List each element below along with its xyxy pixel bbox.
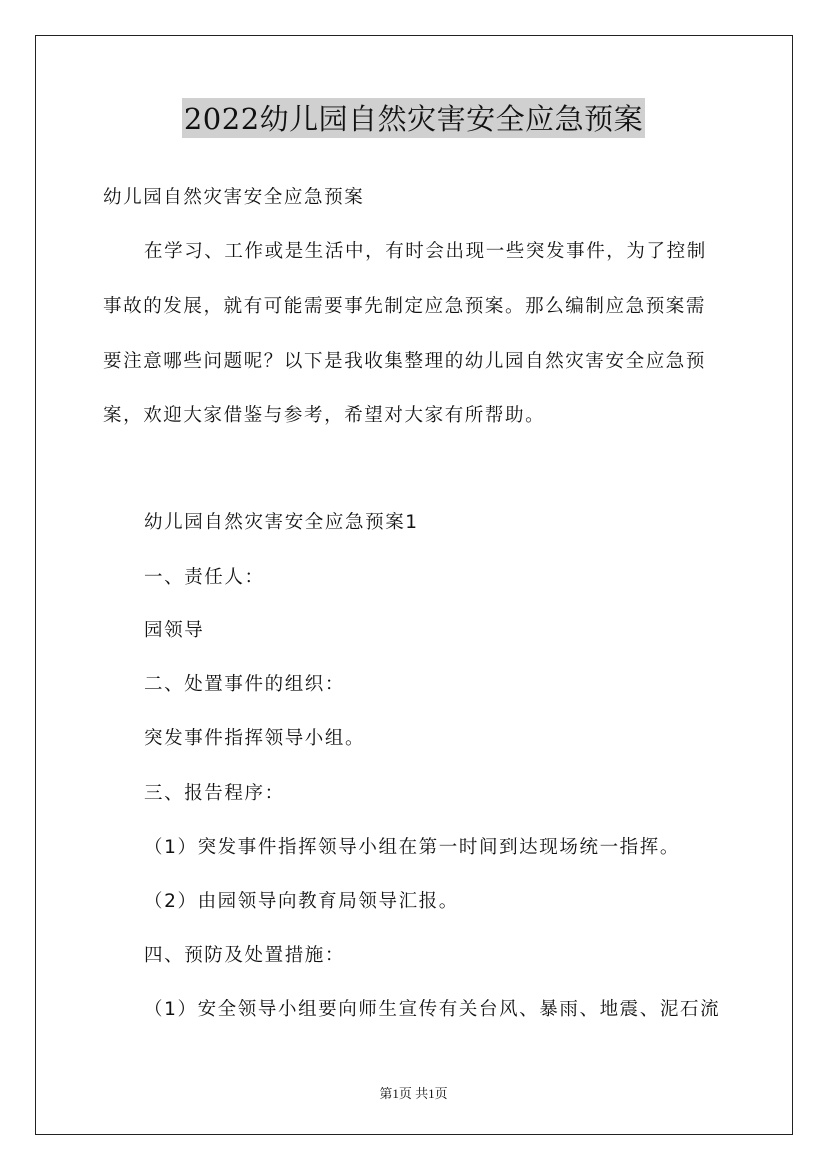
intro-line-4: 案，欢迎大家借鉴与参考，希望对大家有所帮助。: [103, 405, 546, 426]
title-container: [0, 98, 827, 138]
intro-line-2: 事故的发展，就有可能需要事先制定应急预案。那么编制应急预案需: [103, 296, 707, 317]
item-measures-heading: 四、预防及处置措施：: [144, 945, 346, 966]
item-report-heading: 三、报告程序：: [144, 783, 285, 804]
intro-line-1: 在学习、工作或是生活中，有时会出现一些突发事件，为了控制: [144, 241, 707, 262]
intro-line-3: 要注意哪些问题呢？以下是我收集整理的幼儿园自然灾害安全应急预: [103, 351, 707, 372]
item-organization-value: 突发事件指挥领导小组。: [144, 728, 366, 749]
item-responsible-value: 园领导: [144, 620, 205, 641]
item-responsible-heading: 一、责任人：: [144, 567, 265, 588]
page-footer: 第1页 共1页: [379, 1086, 448, 1101]
section-heading: 幼儿园自然灾害安全应急预案1: [144, 512, 419, 533]
item-report-step-2: （2）由园领导向教育局领导汇报。: [144, 891, 459, 912]
document-subtitle: 幼儿园自然灾害安全应急预案: [103, 187, 365, 208]
item-report-step-1: （1）突发事件指挥领导小组在第一时间到达现场统一指挥。: [144, 837, 680, 858]
document-title: 2022幼儿园自然灾害安全应急预案: [182, 98, 645, 138]
item-measures-step-1: （1）安全领导小组要向师生宣传有关台风、暴雨、地震、泥石流: [144, 999, 721, 1020]
item-organization-heading: 二、处置事件的组织：: [144, 674, 346, 695]
